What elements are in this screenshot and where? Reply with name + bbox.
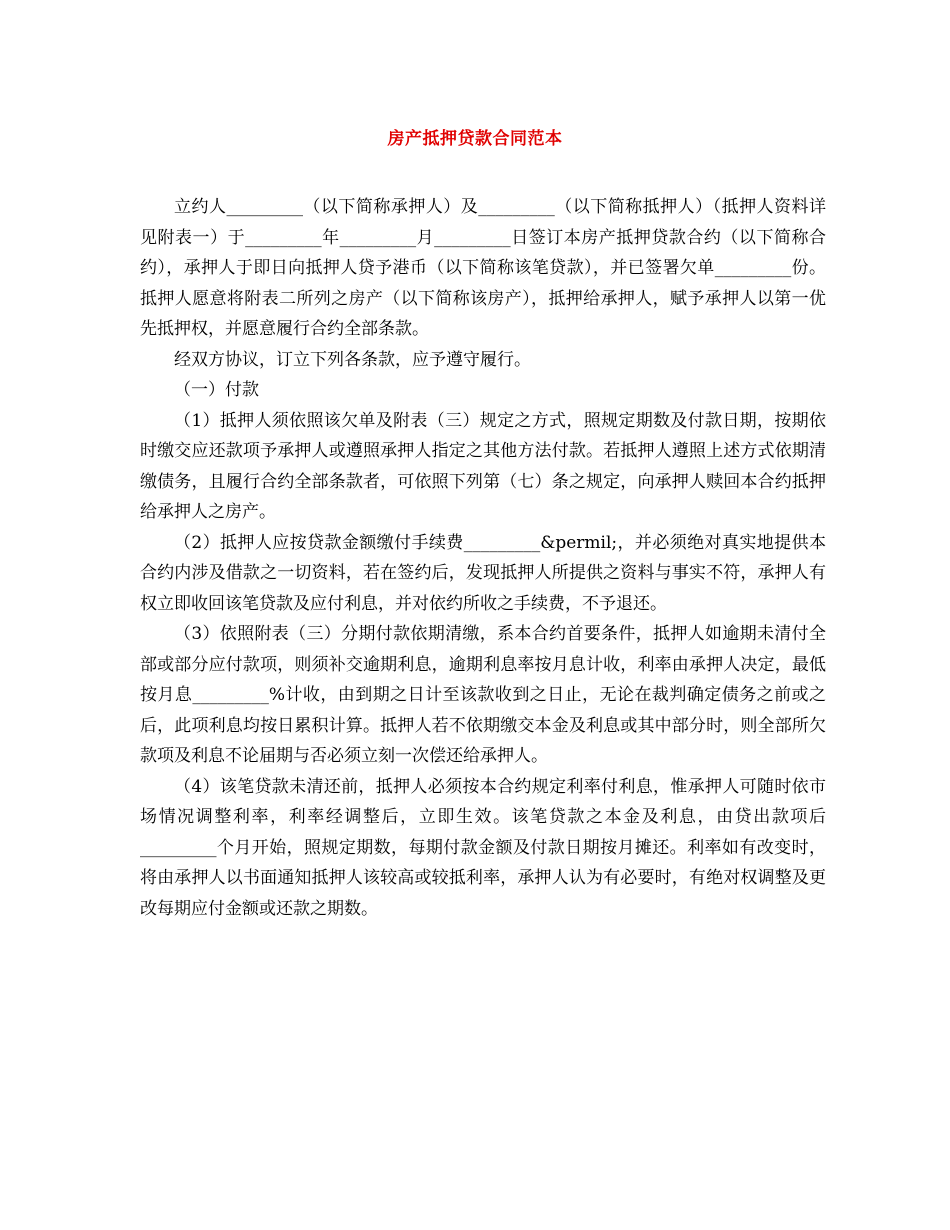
clause-3: （3）依照附表（三）分期付款依期清缴，系本合约首要条件，抵押人如逾期未清付全部或部分应付款项，则须补交逾期利息，逾期利息率按月息计收，利率由承押人决定，最低按月息_________%计收，由到期之日计至该款收到之日止，无论在裁判确定债务之前或之后，此项利息均按日累积计算。抵押人若不依期缴交本金及利息或其中部分时，则全部所欠款项及利息不论届期与否必须立刻一次偿还给承押人。 — [140, 624, 826, 766]
document-title: 房产抵押贷款合同范本 — [387, 129, 563, 149]
clause-1: （1）抵押人须依照该欠单及附表（三）规定之方式，照规定期数及付款日期，按期依时缴交应还款项予承押人或遵照承押人指定之其他方法付款。若抵押人遵照上述方式依期清缴债务，且履行合约全部条款者，可依照下列第（七）条之规定，向承押人赎回本合约抵押给承押人之房产。 — [140, 410, 826, 522]
section-heading-payment: （一）付款 — [174, 380, 259, 400]
clause-2: （2）抵押人应按贷款金额缴付手续费_________&permil;，并必须绝对真实地提供本合约内涉及借款之一切资料，若在签约后，发现抵押人所提供之资料与事实不符，承押人有权立即收回该笔贷款及应付利息，并对依约所收之手续费，不予退还。 — [140, 532, 826, 614]
paragraph-intro: 立约人_________（以下简称承押人）及_________（以下简称抵押人）（抵押人资料详见附表一）于_________年_________月_________日签订本房产抵押贷款合约（以下简称合约），承押人于即日向抵押人贷予港币（以下简称该笔贷款），并已签署欠单_________份。抵押人愿意将附表二所列之房产（以下简称该房产），抵押给承押人，赋予承押人以第一优先抵押权，并愿意履行合约全部条款。 — [140, 197, 826, 339]
document-body — [140, 192, 826, 924]
paragraph-agreement: 经双方协议，订立下列各条款，应予遵守履行。 — [174, 349, 531, 370]
clause-4: （4）该笔贷款未清还前，抵押人必须按本合约规定利率付利息，惟承押人可随时依市场情况调整利率，利率经调整后，立即生效。该笔贷款之本金及利息，由贷出款项后_________个月开始，照规定期数，每期付款金额及付款日期按月摊还。利率如有改变时，将由承押人以书面通知抵押人该较高或较抵利率，承押人认为有必要时，有绝对权调整及更改每期应付金额或还款之期数。 — [140, 776, 826, 919]
